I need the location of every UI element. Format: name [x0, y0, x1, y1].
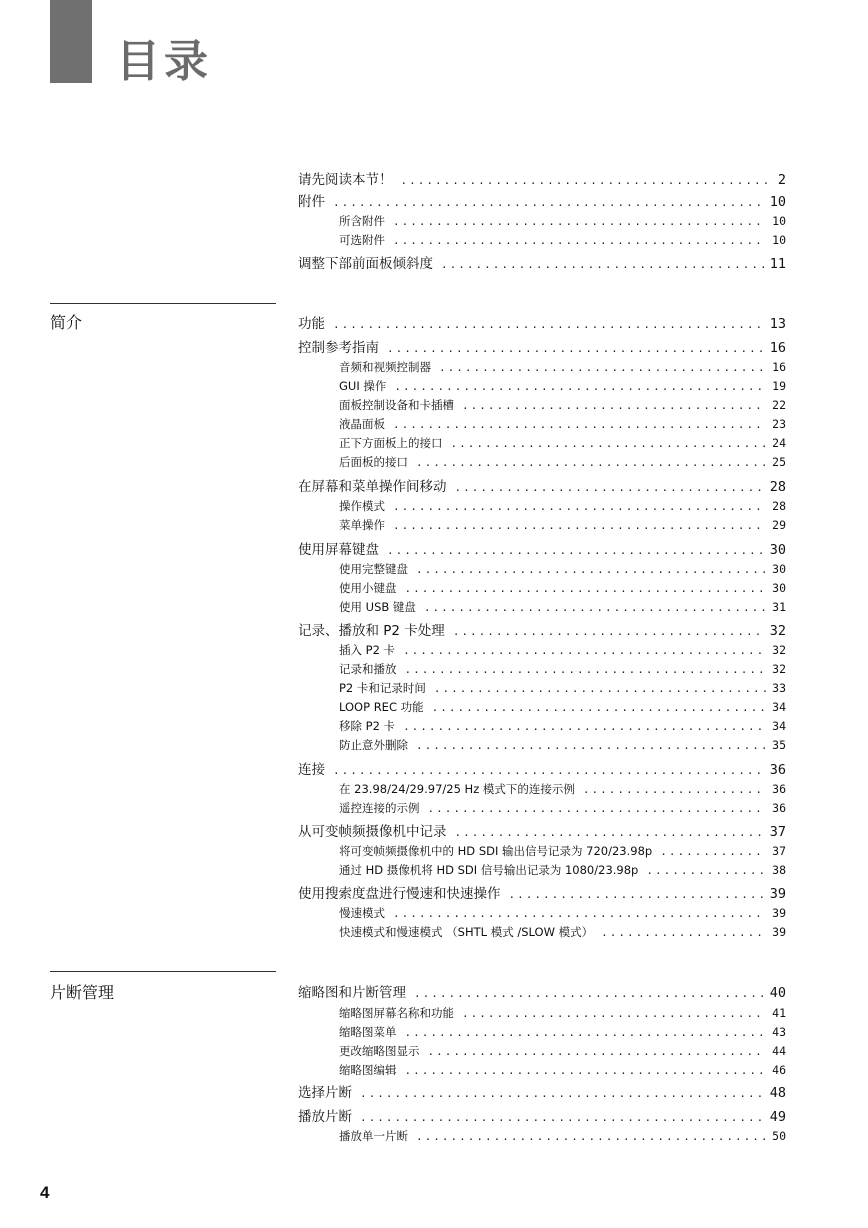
dot-leader	[405, 579, 767, 598]
toc-entry[interactable]	[298, 193, 786, 212]
toc-entry-label: LOOP REC 功能	[339, 700, 424, 714]
toc-entry-page: 32	[769, 623, 786, 639]
dot-leader	[583, 780, 766, 799]
toc-subentry[interactable]	[298, 415, 786, 434]
toc-entry-page: 37	[772, 844, 786, 858]
toc-entry-label: 后面板的接口	[339, 455, 408, 469]
toc-entry-label: 使用完整键盘	[339, 562, 408, 576]
toc-entry[interactable]	[298, 171, 786, 190]
toc-entry[interactable]	[298, 761, 786, 780]
dot-leader	[394, 377, 766, 396]
toc-subentry[interactable]	[298, 560, 786, 579]
toc-subentry[interactable]	[298, 698, 786, 717]
toc-entry-page: 39	[772, 906, 786, 920]
toc-subentry[interactable]	[298, 598, 786, 617]
toc-entry-page: 16	[769, 340, 786, 356]
toc-entry[interactable]	[298, 622, 786, 641]
toc-subentry[interactable]	[298, 799, 786, 818]
dot-leader	[416, 1127, 766, 1146]
dot-leader	[393, 212, 766, 231]
toc-entry-label: 播放片断	[298, 1109, 352, 1125]
toc-entry-label: 使用小键盘	[339, 581, 397, 595]
toc-subentry[interactable]	[298, 904, 786, 923]
toc-entry-page: 48	[769, 1085, 786, 1101]
dot-leader	[393, 415, 766, 434]
toc-entry-label: 通过 HD 摄像机将 HD SDI 信号输出记录为 1080/23.98p	[339, 863, 639, 877]
toc-entry-page: 34	[772, 719, 786, 733]
toc-entry[interactable]	[298, 823, 786, 842]
toc-entry[interactable]	[298, 984, 786, 1003]
toc-subentry[interactable]	[298, 1061, 786, 1080]
dot-leader	[393, 516, 766, 535]
toc-entry-page: 29	[772, 518, 786, 532]
dot-leader	[455, 823, 764, 842]
dot-leader	[387, 339, 764, 358]
toc-subentry[interactable]	[298, 717, 786, 736]
dot-leader	[416, 560, 766, 579]
toc-subentry[interactable]	[298, 736, 786, 755]
toc-entry-label: 请先阅读本节！	[298, 172, 393, 188]
toc-entry-page: 35	[772, 738, 786, 752]
toc-subentry[interactable]	[298, 1023, 786, 1042]
toc-subentry[interactable]	[298, 231, 786, 250]
dot-leader	[333, 315, 764, 334]
toc-entry-label: 插入 P2 卡	[339, 643, 396, 657]
toc-entry-label: 菜单操作	[339, 518, 385, 532]
toc-entry-label: 缩略图菜单	[339, 1025, 397, 1039]
toc-entry-page: 30	[769, 542, 786, 558]
toc-subentry[interactable]	[298, 358, 786, 377]
toc-entry[interactable]	[298, 339, 786, 358]
dot-leader	[405, 1061, 767, 1080]
toc-entry-label: 液晶面板	[339, 417, 385, 431]
toc-entry-page: 43	[772, 1025, 786, 1039]
dot-leader	[387, 541, 764, 560]
toc-entry-label: 可选附件	[339, 233, 385, 247]
toc-entry-label: 使用搜索度盘进行慢速和快速操作	[298, 886, 501, 902]
toc-entry[interactable]	[298, 541, 786, 560]
toc-subentry[interactable]	[298, 579, 786, 598]
toc-entry-page: 31	[772, 600, 786, 614]
dot-leader	[416, 453, 766, 472]
toc-entry-label: 选择片断	[298, 1085, 352, 1101]
toc-entry-page: 44	[772, 1044, 786, 1058]
toc-subentry[interactable]	[298, 641, 786, 660]
toc-entry-page: 13	[769, 316, 786, 332]
toc-entry-page: 46	[772, 1063, 786, 1077]
toc-entry-label: 快速模式和慢速模式 （SHTL 模式 /SLOW 模式）	[339, 925, 594, 939]
toc-subentry[interactable]	[298, 679, 786, 698]
dot-leader	[646, 861, 766, 880]
dot-leader	[462, 1004, 766, 1023]
toc-subentry[interactable]	[298, 1004, 786, 1023]
toc-entry-label: P2 卡和记录时间	[339, 681, 426, 695]
dot-leader	[434, 679, 766, 698]
toc-subentry[interactable]	[298, 923, 786, 942]
dot-leader	[403, 717, 766, 736]
dot-leader	[441, 255, 764, 274]
section-title: 简介	[50, 313, 83, 332]
dot-leader	[414, 984, 764, 1003]
toc-entry-label: 遥控连接的示例	[339, 801, 420, 815]
toc-entry-label: 操作模式	[339, 499, 385, 513]
toc-entry-page: 25	[772, 455, 786, 469]
toc-entry-page: 36	[772, 782, 786, 796]
dot-leader	[333, 193, 764, 212]
dot-leader	[405, 1023, 767, 1042]
toc-entry-page: 39	[769, 886, 786, 902]
toc-entry-page: 39	[772, 925, 786, 939]
toc-subentry[interactable]	[298, 1127, 786, 1146]
dot-leader	[360, 1084, 764, 1103]
toc-subentry[interactable]	[298, 212, 786, 231]
toc-subentry[interactable]	[298, 396, 786, 415]
toc-subentry[interactable]	[298, 660, 786, 679]
toc-entry-label: 使用屏幕键盘	[298, 542, 379, 558]
toc-entry-label: 将可变帧频摄像机中的 HD SDI 输出信号记录为 720/23.98p	[339, 844, 653, 858]
dot-leader	[453, 622, 764, 641]
dot-leader	[393, 231, 766, 250]
toc-entry-label: 控制参考指南	[298, 340, 379, 356]
dot-leader	[360, 1108, 764, 1127]
toc-entry-label: 调整下部前面板倾斜度	[298, 256, 433, 272]
toc-subentry[interactable]	[298, 434, 786, 453]
dot-leader	[428, 799, 767, 818]
toc-entry-page: 30	[772, 562, 786, 576]
dot-leader	[432, 698, 767, 717]
toc-entry-label: 更改缩略图显示	[339, 1044, 420, 1058]
toc-entry-page: 50	[772, 1129, 786, 1143]
toc-subentry[interactable]	[298, 516, 786, 535]
section-title: 片断管理	[50, 983, 115, 1002]
toc-entry-label: 面板控制设备和卡插槽	[339, 398, 454, 412]
toc-entry[interactable]	[298, 1084, 786, 1103]
toc-entry-label: 功能	[298, 316, 325, 332]
toc-entry[interactable]	[298, 315, 786, 334]
toc-entry-page: 34	[772, 700, 786, 714]
dot-leader	[393, 904, 766, 923]
toc-entry-page: 28	[772, 499, 786, 513]
toc-entry-label: 防止意外删除	[339, 738, 408, 752]
toc-entry-label: 附件	[298, 194, 325, 210]
toc-entry[interactable]	[298, 1108, 786, 1127]
toc-entry-page: 49	[769, 1109, 786, 1125]
toc-entry-label: 缩略图屏幕名称和功能	[339, 1006, 454, 1020]
toc-subentry[interactable]	[298, 1042, 786, 1061]
toc-entry[interactable]	[298, 885, 786, 904]
toc-subentry[interactable]	[298, 377, 786, 396]
toc-entry-page: 41	[772, 1006, 786, 1020]
toc-entry-label: 所含附件	[339, 214, 385, 228]
dot-leader	[462, 396, 766, 415]
dot-leader	[405, 660, 767, 679]
toc-entry-page: 19	[772, 379, 786, 393]
title-accent-bar	[50, 0, 92, 83]
dot-leader	[451, 434, 767, 453]
dot-leader	[428, 1042, 767, 1061]
toc-entry[interactable]	[298, 478, 786, 497]
toc-entry-label: 音频和视频控制器	[339, 360, 431, 374]
toc-entry-label: 移除 P2 卡	[339, 719, 396, 733]
dot-leader	[439, 358, 766, 377]
toc-subentry[interactable]	[298, 842, 786, 861]
dot-leader	[660, 842, 766, 861]
toc-entry-page: 32	[772, 662, 786, 676]
toc-entry-page: 22	[772, 398, 786, 412]
toc-entry-label: 连接	[298, 762, 325, 778]
toc-entry-page: 10	[772, 214, 786, 228]
toc-subentry[interactable]	[298, 453, 786, 472]
toc-entry-label: 从可变帧频摄像机中记录	[298, 824, 447, 840]
toc-subentry[interactable]	[298, 780, 786, 799]
toc-entry-label: 慢速模式	[339, 906, 385, 920]
toc-entry-label: 缩略图编辑	[339, 1063, 397, 1077]
dot-leader	[403, 641, 766, 660]
toc-entry-page: 40	[769, 985, 786, 1001]
dot-leader	[601, 923, 766, 942]
toc-subentry[interactable]	[298, 861, 786, 880]
toc-entry-label: 缩略图和片断管理	[298, 985, 406, 1001]
toc-entry-label: 正下方面板上的接口	[339, 436, 443, 450]
section-rule	[50, 971, 276, 972]
toc-entry-page: 30	[772, 581, 786, 595]
toc-entry-page: 2	[777, 172, 786, 188]
toc-entry[interactable]	[298, 255, 786, 274]
toc-entry-label: 使用 USB 键盘	[339, 600, 416, 614]
toc-entry-label: 记录和播放	[339, 662, 397, 676]
toc-subentry[interactable]	[298, 497, 786, 516]
toc-entry-label: GUI 操作	[339, 379, 387, 393]
dot-leader	[509, 885, 764, 904]
toc-entry-page: 38	[772, 863, 786, 877]
toc-entry-label: 在 23.98/24/29.97/25 Hz 模式下的连接示例	[339, 782, 575, 796]
toc-entry-page: 36	[772, 801, 786, 815]
toc-entry-label: 播放单一片断	[339, 1129, 408, 1143]
toc-entry-page: 24	[772, 436, 786, 450]
toc-entry-label: 记录、播放和 P2 卡处理	[298, 623, 445, 639]
toc-entry-page: 36	[769, 762, 786, 778]
dot-leader	[424, 598, 766, 617]
toc-entry-label: 在屏幕和菜单操作间移动	[298, 479, 447, 495]
toc-entry-page: 16	[772, 360, 786, 374]
dot-leader	[455, 478, 764, 497]
page-title: 目录	[116, 36, 212, 87]
page-number: 4	[40, 1183, 50, 1202]
toc-entry-page: 37	[769, 824, 786, 840]
dot-leader	[393, 497, 766, 516]
toc-entry-page: 10	[769, 194, 786, 210]
dot-leader	[333, 761, 764, 780]
toc-entry-page: 28	[769, 479, 786, 495]
toc-entry-page: 32	[772, 643, 786, 657]
toc-entry-page: 10	[772, 233, 786, 247]
toc-entry-page: 23	[772, 417, 786, 431]
dot-leader	[401, 171, 772, 190]
toc-entry-page: 11	[769, 256, 786, 272]
dot-leader	[416, 736, 766, 755]
toc-entry-page: 33	[772, 681, 786, 695]
section-rule	[50, 303, 276, 304]
